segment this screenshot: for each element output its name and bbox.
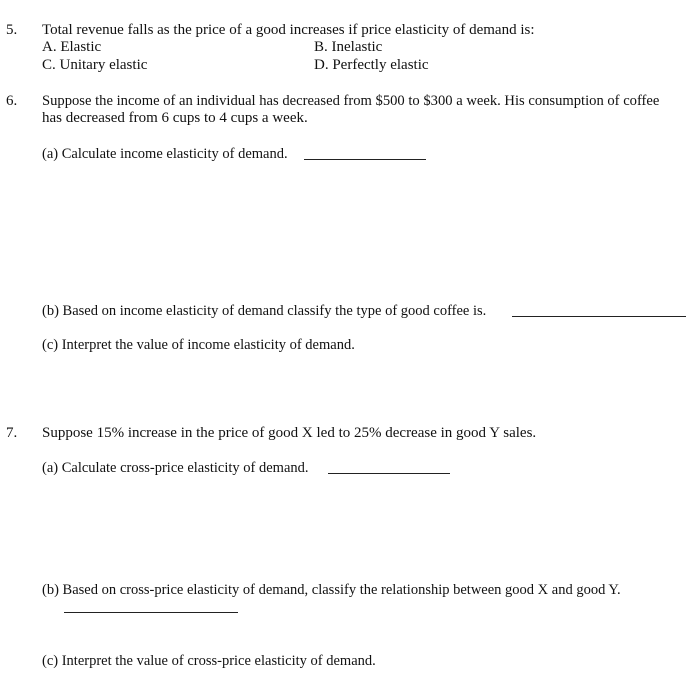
question-7-part-b-answer-line[interactable] xyxy=(64,612,238,613)
question-7-part-c: (c) Interpret the value of cross-price elasticity of demand. xyxy=(42,653,376,669)
question-6-part-b-answer-line[interactable] xyxy=(512,316,686,317)
question-5-text: Total revenue falls as the price of a good increases if price elasticity of demand is: xyxy=(42,22,535,38)
question-6-text-line2: has decreased from 6 cups to 4 cups a week. xyxy=(42,110,308,126)
question-5-option-c: C. Unitary elastic xyxy=(42,57,148,73)
question-7-text: Suppose 15% increase in the price of good X led to 25% decrease in good Y sales. xyxy=(42,425,537,441)
question-6-part-b: (b) Based on income elasticity of demand classify the type of good coffee is. xyxy=(42,303,487,319)
question-6-text-line1: Suppose the income of an individual has decreased from $500 to $300 a week. His consumption of coffee xyxy=(42,93,660,109)
question-6-number: 6. xyxy=(6,93,18,109)
question-7-part-b: (b) Based on cross-price elasticity of demand, classify the relationship between good X and good Y. xyxy=(42,582,621,598)
question-6-part-a: (a) Calculate income elasticity of demand. xyxy=(42,146,288,162)
question-5-number: 5. xyxy=(6,22,18,38)
question-5-option-a: A. Elastic xyxy=(42,39,102,55)
question-7-part-a: (a) Calculate cross-price elasticity of demand. xyxy=(42,460,309,476)
question-5-option-d: D. Perfectly elastic xyxy=(314,57,429,73)
question-6-part-c: (c) Interpret the value of income elasticity of demand. xyxy=(42,337,355,353)
question-7-number: 7. xyxy=(6,425,18,441)
question-5-option-b: B. Inelastic xyxy=(314,39,383,55)
question-7-part-a-answer-line[interactable] xyxy=(328,473,450,474)
question-6-part-a-answer-line[interactable] xyxy=(304,159,426,160)
